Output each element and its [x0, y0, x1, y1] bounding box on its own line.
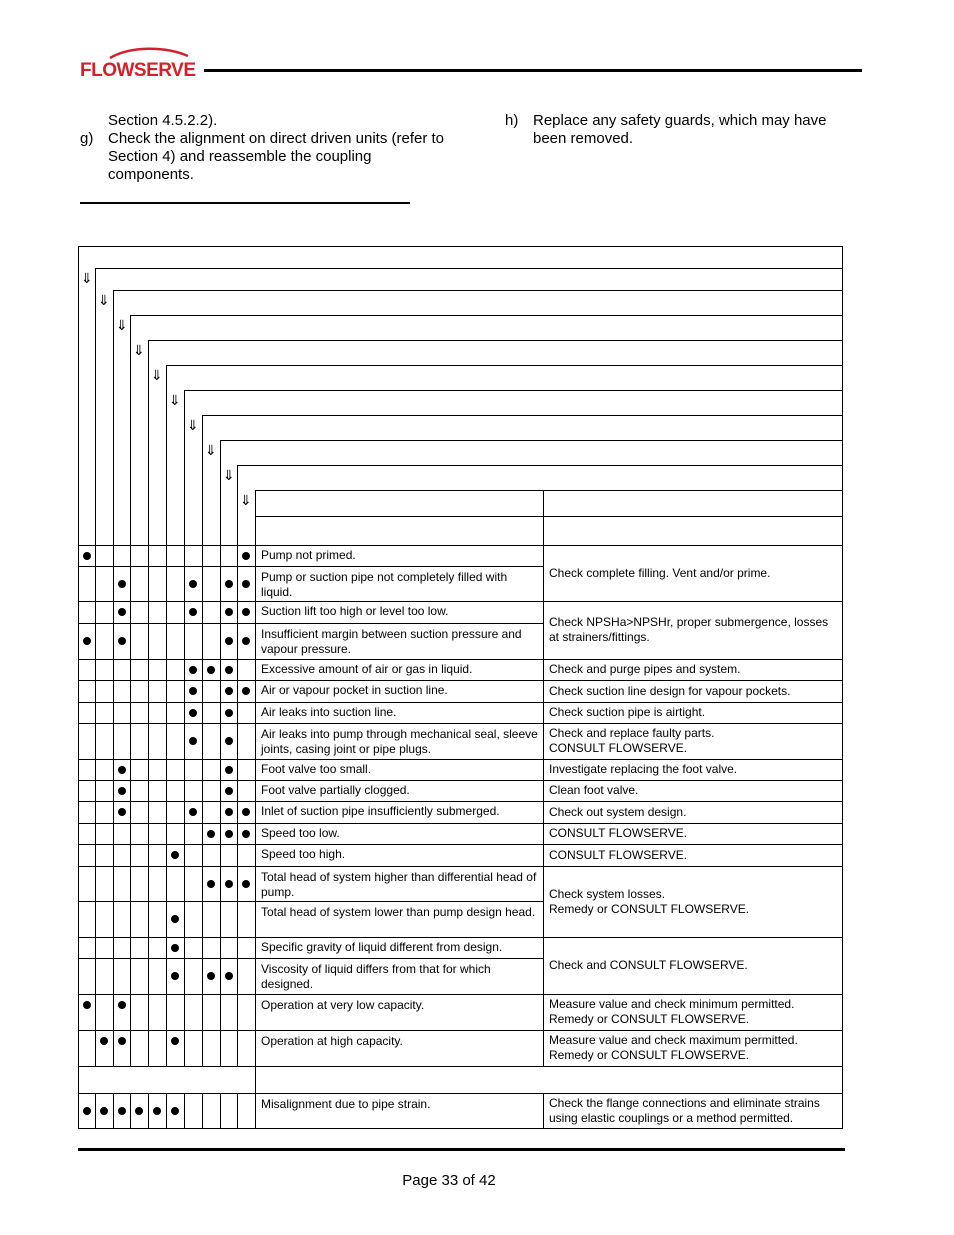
left-column [80, 112, 445, 184]
symptom-dot [118, 637, 126, 645]
symptom-dot [189, 808, 197, 816]
table-top-border [78, 246, 843, 247]
remedy-line [543, 994, 843, 995]
cause-text: Air leaks into pump through mechanical seal, sleeve joints, casing joint or pipe plugs. [261, 727, 538, 756]
symptom-dot [171, 944, 179, 952]
symptom-dot [225, 808, 233, 816]
table-bottom-border [78, 1128, 843, 1129]
row-line [78, 958, 544, 959]
cause-text: Air leaks into suction line. [261, 705, 397, 719]
step-g [80, 130, 445, 184]
cause-text: Speed too low. [261, 826, 340, 840]
remedy-text: Check complete filling. Vent and/or prime. [549, 565, 771, 580]
remedy-text: Investigate replacing the foot valve. [549, 762, 738, 776]
remedy-line [543, 680, 843, 681]
remedy-line [543, 866, 843, 867]
down-arrow-icon: ⇓ [205, 443, 217, 459]
remedy-text: Check the flange connections and eliminate strains using elastic couplings or a method permitted. [549, 1096, 820, 1125]
cause-text: Operation at high capacity. [261, 1034, 403, 1048]
symptom-dot [83, 1107, 91, 1115]
section-rule [80, 202, 410, 204]
symptom-dot [225, 737, 233, 745]
symptom-column-line [148, 340, 149, 1129]
remedy-line [543, 823, 843, 824]
page-number: Page 33 of 42 [402, 1172, 496, 1189]
table-left-border [78, 246, 79, 1129]
symptom-dot [118, 1001, 126, 1009]
symptom-dot [225, 580, 233, 588]
cause-text: Inlet of suction pipe insufficiently submerged. [261, 804, 500, 818]
down-arrow-icon: ⇓ [223, 468, 235, 484]
cause-text: Suction lift too high or level too low. [261, 604, 449, 618]
down-arrow-icon: ⇓ [116, 318, 128, 334]
row-line [78, 1093, 544, 1094]
symptom-dot [242, 808, 250, 816]
symptom-dot [118, 608, 126, 616]
header-step-line [202, 415, 843, 416]
symptom-dot [242, 687, 250, 695]
cause-text: Foot valve partially clogged. [261, 783, 410, 797]
symptom-dot [225, 687, 233, 695]
row-line [78, 601, 544, 602]
symptom-dot [189, 737, 197, 745]
symptom-column-line [166, 365, 167, 1129]
header-step-line [166, 365, 843, 366]
footer-rule [78, 1148, 845, 1151]
step-h-text: Replace any safety guards, which may have been removed. [533, 112, 827, 147]
symptom-dot [189, 709, 197, 717]
row-line [78, 723, 544, 724]
row-line [78, 901, 544, 902]
remedy-line [543, 801, 843, 802]
remedy-text: Check suction line design for vapour pockets. [549, 683, 791, 698]
symptom-dot [225, 709, 233, 717]
symptom-dot [242, 637, 250, 645]
symptom-dot [189, 687, 197, 695]
cause-text: Misalignment due to pipe strain. [261, 1097, 431, 1111]
remedy-line [543, 1030, 843, 1031]
row-line [78, 866, 544, 867]
symptom-dot [171, 1107, 179, 1115]
cause-text: Viscosity of liquid differs from that for which designed. [261, 962, 491, 991]
down-arrow-icon: ⇓ [151, 368, 163, 384]
symptom-dot [153, 1107, 161, 1115]
row-line [78, 566, 544, 567]
symptom-dot [242, 552, 250, 560]
symptom-dot [225, 608, 233, 616]
header-rule [204, 69, 862, 72]
symptom-dot [171, 972, 179, 980]
subheader-line [255, 516, 843, 517]
cause-text: Insufficient margin between suction pressure and vapour pressure. [261, 627, 522, 656]
symptom-dot [207, 972, 215, 980]
cause-text: Pump or suction pipe not completely filled with liquid. [261, 570, 508, 599]
down-arrow-icon: ⇓ [187, 418, 199, 434]
symptom-dot [207, 666, 215, 674]
remedy-line [543, 545, 843, 546]
remedy-line [543, 659, 843, 660]
row-line [78, 994, 544, 995]
cause-text: Air or vapour pocket in suction line. [261, 683, 448, 697]
down-arrow-icon: ⇓ [240, 493, 252, 509]
remedy-text: Check out system design. [549, 804, 687, 819]
symptom-dot [100, 1107, 108, 1115]
symptom-dot [189, 666, 197, 674]
remedy-text: Check system losses. Remedy or CONSULT FLOWSERVE. [549, 886, 750, 916]
remedy-text: Measure value and check maximum permitted. Remedy or CONSULT FLOWSERVE. [549, 1033, 798, 1062]
row-line [78, 937, 544, 938]
cause-text: Operation at very low capacity. [261, 998, 425, 1012]
row-line [78, 1030, 544, 1031]
remedy-text: Check and replace faulty parts. CONSULT FLOWSERVE. [549, 726, 715, 755]
step-h-label: h) [505, 112, 519, 129]
remedy-line [543, 937, 843, 938]
table-right-border [842, 246, 843, 1129]
cause-remedy-divider [543, 490, 544, 1129]
section-continuation: Section 4.5.2.2). [108, 112, 218, 129]
symptom-column-line [95, 268, 96, 1129]
down-arrow-icon: ⇓ [133, 343, 145, 359]
remedy-text: Check NPSHa>NPSHr, proper submergence, losses at strainers/fittings. [549, 615, 829, 644]
symptom-column-line [130, 315, 131, 1129]
cause-text: Foot valve too small. [261, 762, 372, 776]
flowserve-logo [80, 44, 198, 82]
symptom-dot [225, 666, 233, 674]
header-step-line [255, 490, 843, 491]
remedy-text: Measure value and check minimum permitted. Remedy or CONSULT FLOWSERVE. [549, 997, 795, 1026]
symptom-column-line [220, 440, 221, 1129]
down-arrow-icon: ⇓ [98, 293, 110, 309]
header-step-line [184, 390, 843, 391]
symptom-dot [118, 1037, 126, 1045]
down-arrow-icon: ⇓ [81, 271, 93, 287]
symptom-dot [171, 1037, 179, 1045]
row-line [78, 659, 544, 660]
right-column [505, 112, 845, 148]
symptom-dot [171, 915, 179, 923]
down-arrow-icon: ⇓ [169, 393, 181, 409]
symptom-dot [225, 787, 233, 795]
step-h [505, 112, 845, 148]
header-step-line [130, 315, 843, 316]
row-line [78, 623, 544, 624]
symptom-dot [118, 580, 126, 588]
logo-text: FLOWSERVE [80, 60, 196, 81]
symptom-dot [118, 808, 126, 816]
symptom-dot [83, 1001, 91, 1009]
symptom-dot [189, 580, 197, 588]
row-line [78, 545, 544, 546]
section-row-blank-right [256, 1067, 842, 1093]
symptom-dot [135, 1107, 143, 1115]
symptom-dot [118, 787, 126, 795]
symptom-dot [242, 830, 250, 838]
symptom-column-line [202, 415, 203, 1129]
row-line [78, 844, 544, 845]
symptom-dot [207, 880, 215, 888]
symptom-dot [225, 830, 233, 838]
remedy-line [543, 702, 843, 703]
symptom-dot [225, 766, 233, 774]
symptom-dot [225, 972, 233, 980]
symptom-dot [100, 1037, 108, 1045]
symptom-dot [225, 637, 233, 645]
cause-text: Excessive amount of air or gas in liquid. [261, 662, 473, 676]
row-line [78, 823, 544, 824]
remedy-text: CONSULT FLOWSERVE. [549, 826, 688, 840]
remedy-line [543, 844, 843, 845]
row-line [78, 801, 544, 802]
section-row-blank [79, 1067, 255, 1093]
remedy-text: CONSULT FLOWSERVE. [549, 847, 688, 862]
symptom-dot [242, 880, 250, 888]
symptom-dot [207, 830, 215, 838]
remedy-line [543, 1093, 843, 1094]
cause-text: Total head of system lower than pump design head. [261, 905, 536, 919]
symptom-column-line [113, 290, 114, 1129]
symptom-dot [242, 608, 250, 616]
remedy-text: Check and CONSULT FLOWSERVE. [549, 958, 748, 972]
row-line [78, 680, 544, 681]
row-line [78, 702, 544, 703]
row-line [78, 780, 544, 781]
step-g-label: g) [80, 130, 94, 147]
symptom-dot [189, 608, 197, 616]
symptom-dot [83, 637, 91, 645]
header-step-line [220, 440, 843, 441]
cause-text: Pump not primed. [261, 548, 356, 562]
row-line [78, 759, 544, 760]
symptom-dot [171, 851, 179, 859]
cause-text: Total head of system higher than differential head of pump. [261, 870, 537, 899]
symptom-dot [118, 766, 126, 774]
header-step-line [237, 465, 843, 466]
remedy-line [543, 723, 843, 724]
symptom-dot [225, 880, 233, 888]
header-step-line [95, 268, 843, 269]
remedy-text: Clean foot valve. [549, 783, 639, 797]
symptom-column-line [255, 490, 256, 1129]
header-step-line [113, 290, 843, 291]
symptom-dot [242, 580, 250, 588]
symptom-dot [83, 552, 91, 560]
remedy-line [543, 759, 843, 760]
header-step-line [148, 340, 843, 341]
remedy-text: Check suction pipe is airtight. [549, 705, 706, 719]
cause-text: Specific gravity of liquid different from design. [261, 940, 503, 954]
step-g-text: Check the alignment on direct driven units (refer to Section 4) and reassemble the coupling components. [108, 130, 444, 183]
symptom-dot [118, 1107, 126, 1115]
remedy-text: Check and purge pipes and system. [549, 662, 741, 676]
remedy-line [543, 780, 843, 781]
remedy-line [543, 601, 843, 602]
cause-text: Speed too high. [261, 847, 346, 861]
